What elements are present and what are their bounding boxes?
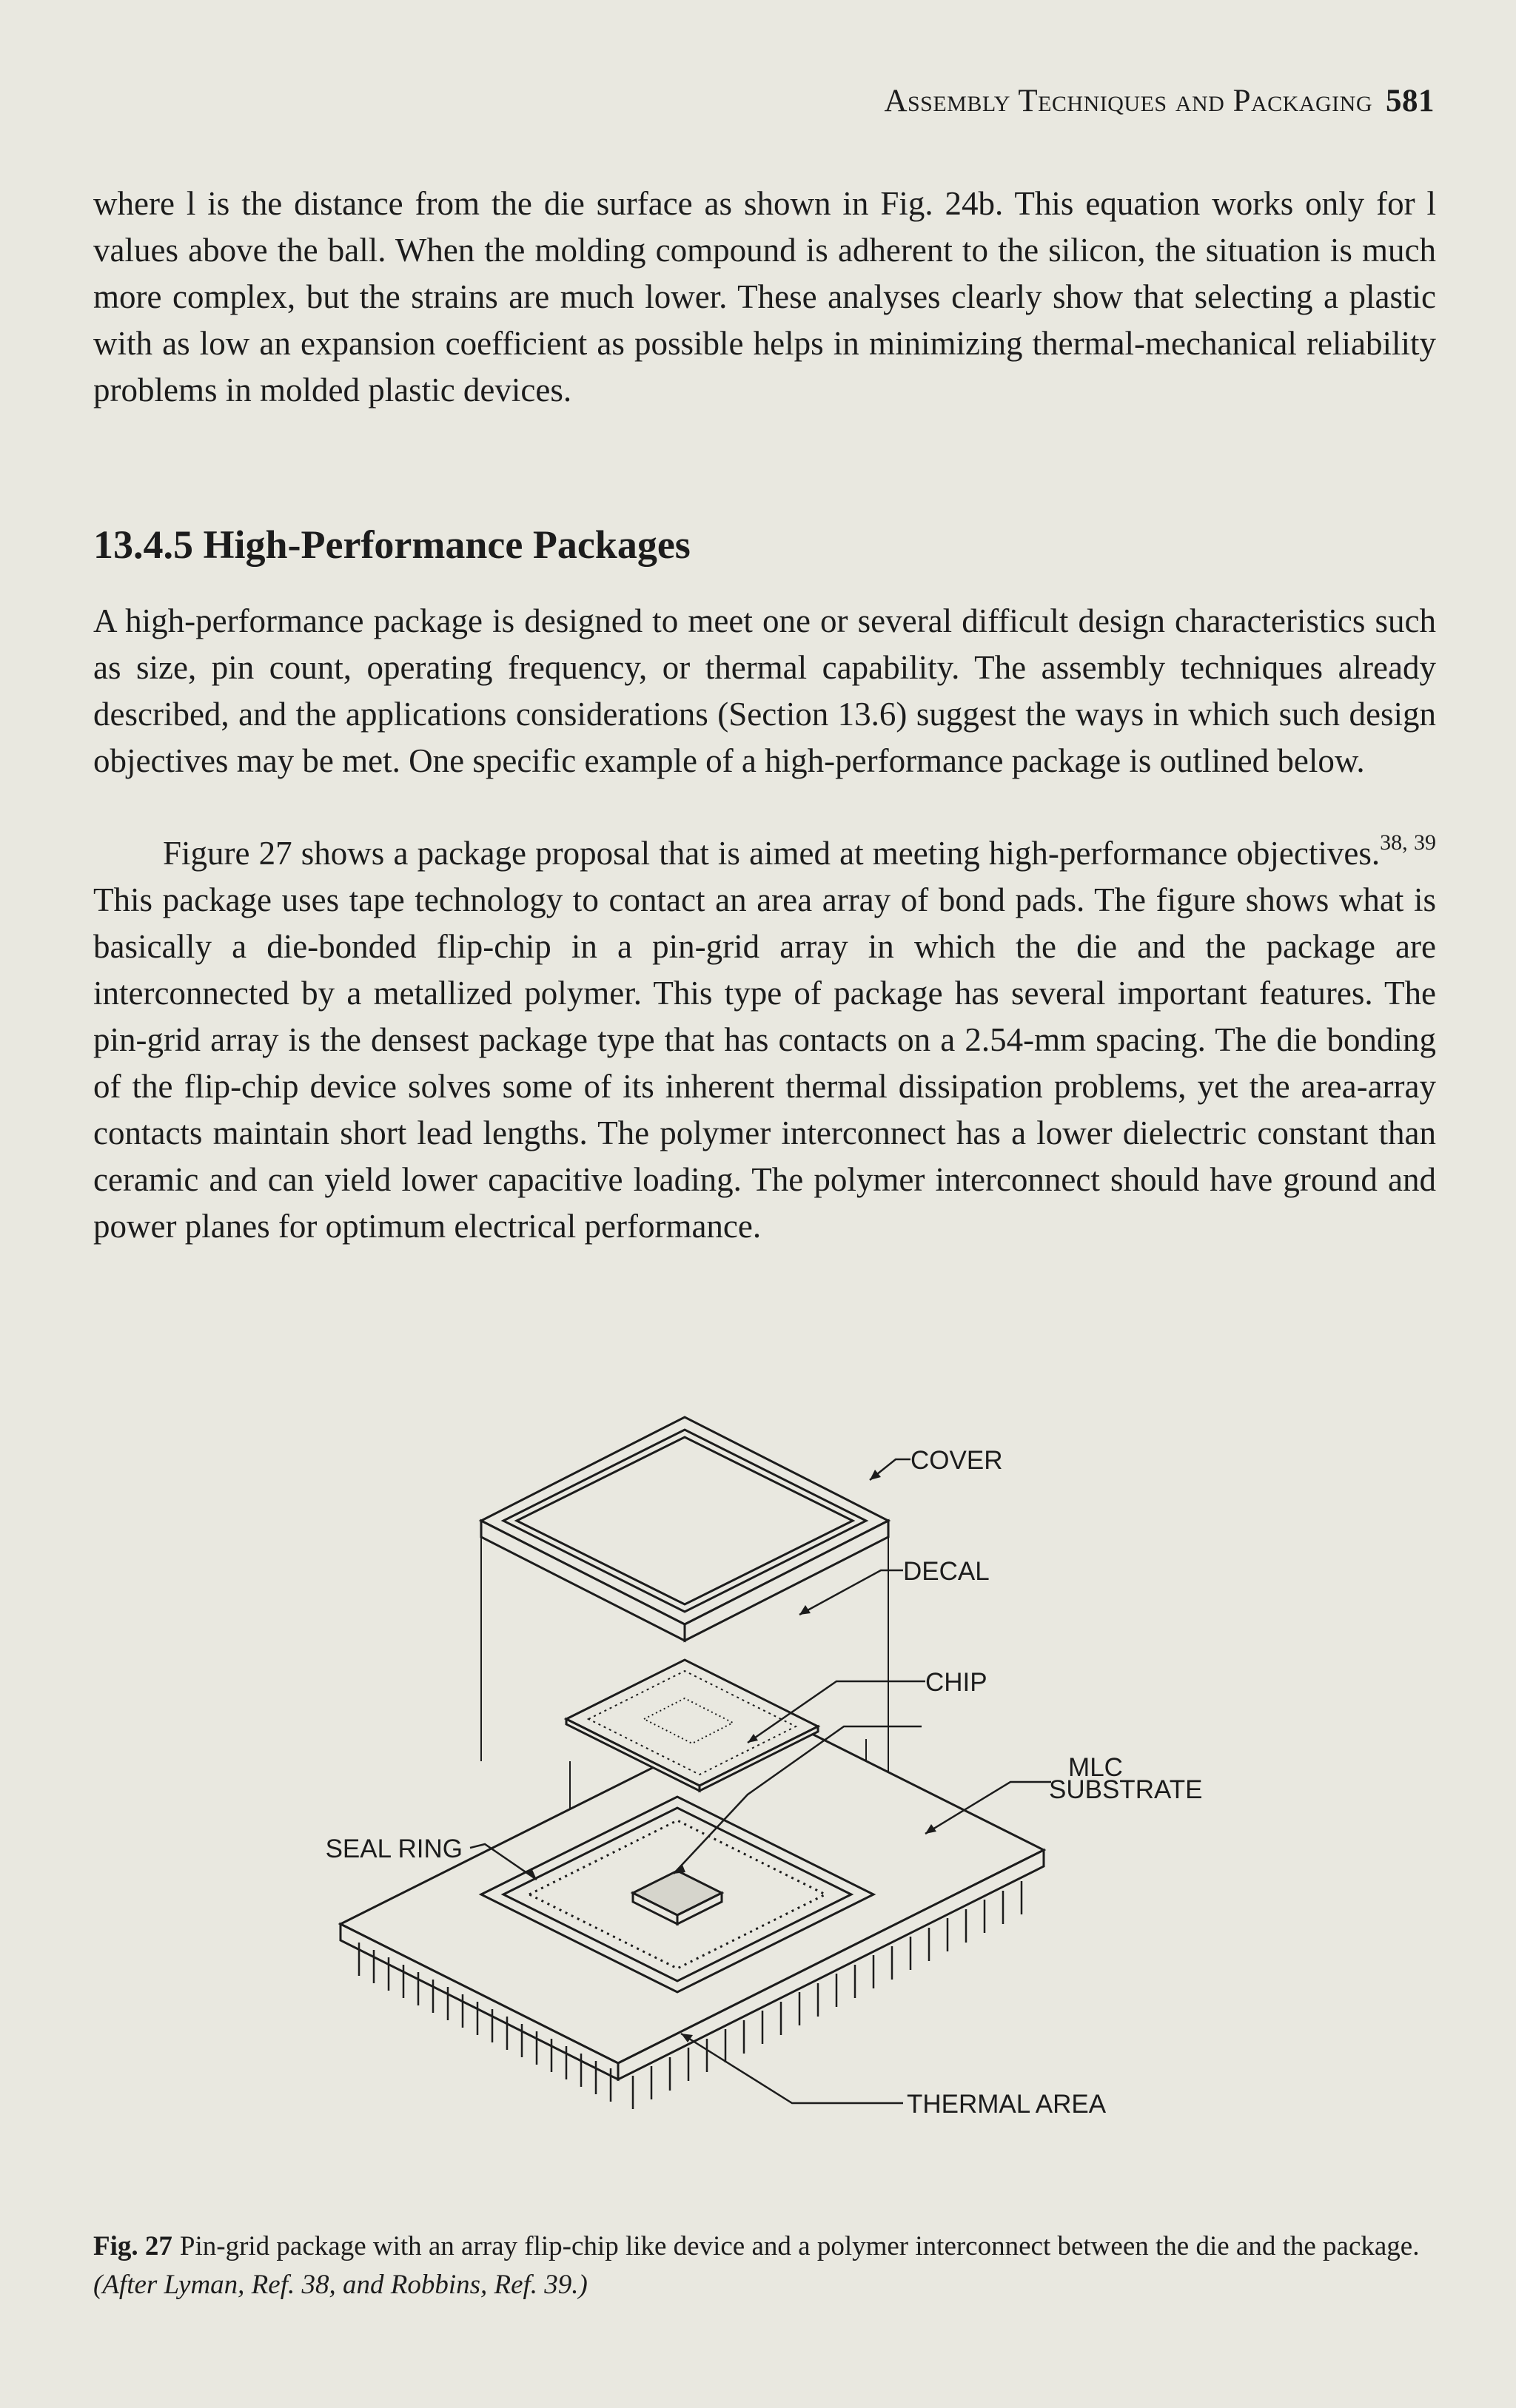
callout-decal: DECAL	[903, 1557, 990, 1586]
section-paragraph-1: A high-performance package is designed to meet one or several difficult design characteristics such as size, pin count, operating frequency, or thermal capability. The assembly techniques already described, and the applications considerations (Section 13.6) suggest the ways in which such design objectives may be met. One specific example of a high-performance package is outlined below.	[93, 602, 1436, 779]
callout-mlc: MLC	[1068, 1753, 1123, 1782]
callout-thermal-area: THERMAL AREA	[907, 2090, 1107, 2119]
running-head	[884, 83, 1435, 119]
callout-seal-ring: SEAL RING	[325, 1834, 463, 1863]
figure-caption	[93, 2227, 1436, 2304]
callout-cover: COVER	[910, 1446, 1003, 1475]
caption-credit: (After Lyman, Ref. 38, and Robbins, Ref. 39.)	[93, 2270, 588, 2300]
running-head-title: Assembly Techniques and Packaging	[884, 84, 1372, 118]
caption-text: Pin-grid package with an array flip-chip like device and a polymer interconnect between the die and the package.	[179, 2231, 1420, 2261]
callout-substrate: SUBSTRATE	[1049, 1775, 1203, 1804]
section-paragraph-2	[93, 830, 1436, 1250]
callout-chip: CHIP	[925, 1668, 987, 1697]
cover	[481, 1417, 888, 1641]
section-heading: 13.4.5 High-Performance Packages	[93, 522, 691, 567]
paragraph-continued: where l is the distance from the die surface as shown in Fig. 24b. This equation works only for l values above the ball. When the molding compound is adherent to the silicon, the situation is much more complex, but the strains are much lower. These analyses clearly show that selecting a plastic with as low an expansion coefficient as possible helps in minimizing thermal-mechanical reliability problems in molded plastic devices.	[93, 185, 1436, 408]
paragraph-2-rest: This package uses tape technology to contact an area array of bond pads. The figure shows what is basically a die-bonded flip-chip in a pin-grid array in which the die and the package are interconnected by a metallized polymer. This type of package has several important features. The pin-grid array is the densest package type that has contacts on a 2.54-mm spacing. The die bonding of the flip-chip device solves some of its inherent thermal dissipation problems, yet the area-array contacts maintain short lead lengths. The polymer interconnect has a lower dielectric constant than ceramic and can yield lower capacitive loading. The polymer interconnect should have ground and power planes for optimum electrical performance.	[93, 881, 1436, 1245]
page-number: 581	[1386, 84, 1435, 118]
figure-27	[281, 1376, 1244, 2161]
caption-label: Fig. 27	[93, 2231, 172, 2261]
reference-superscript: 38, 39	[1380, 830, 1437, 855]
paragraph-2-start: Figure 27 shows a package proposal that is aimed at meeting high-performance objectives.	[163, 835, 1381, 872]
pin-grid-package-diagram	[281, 1376, 1244, 2161]
